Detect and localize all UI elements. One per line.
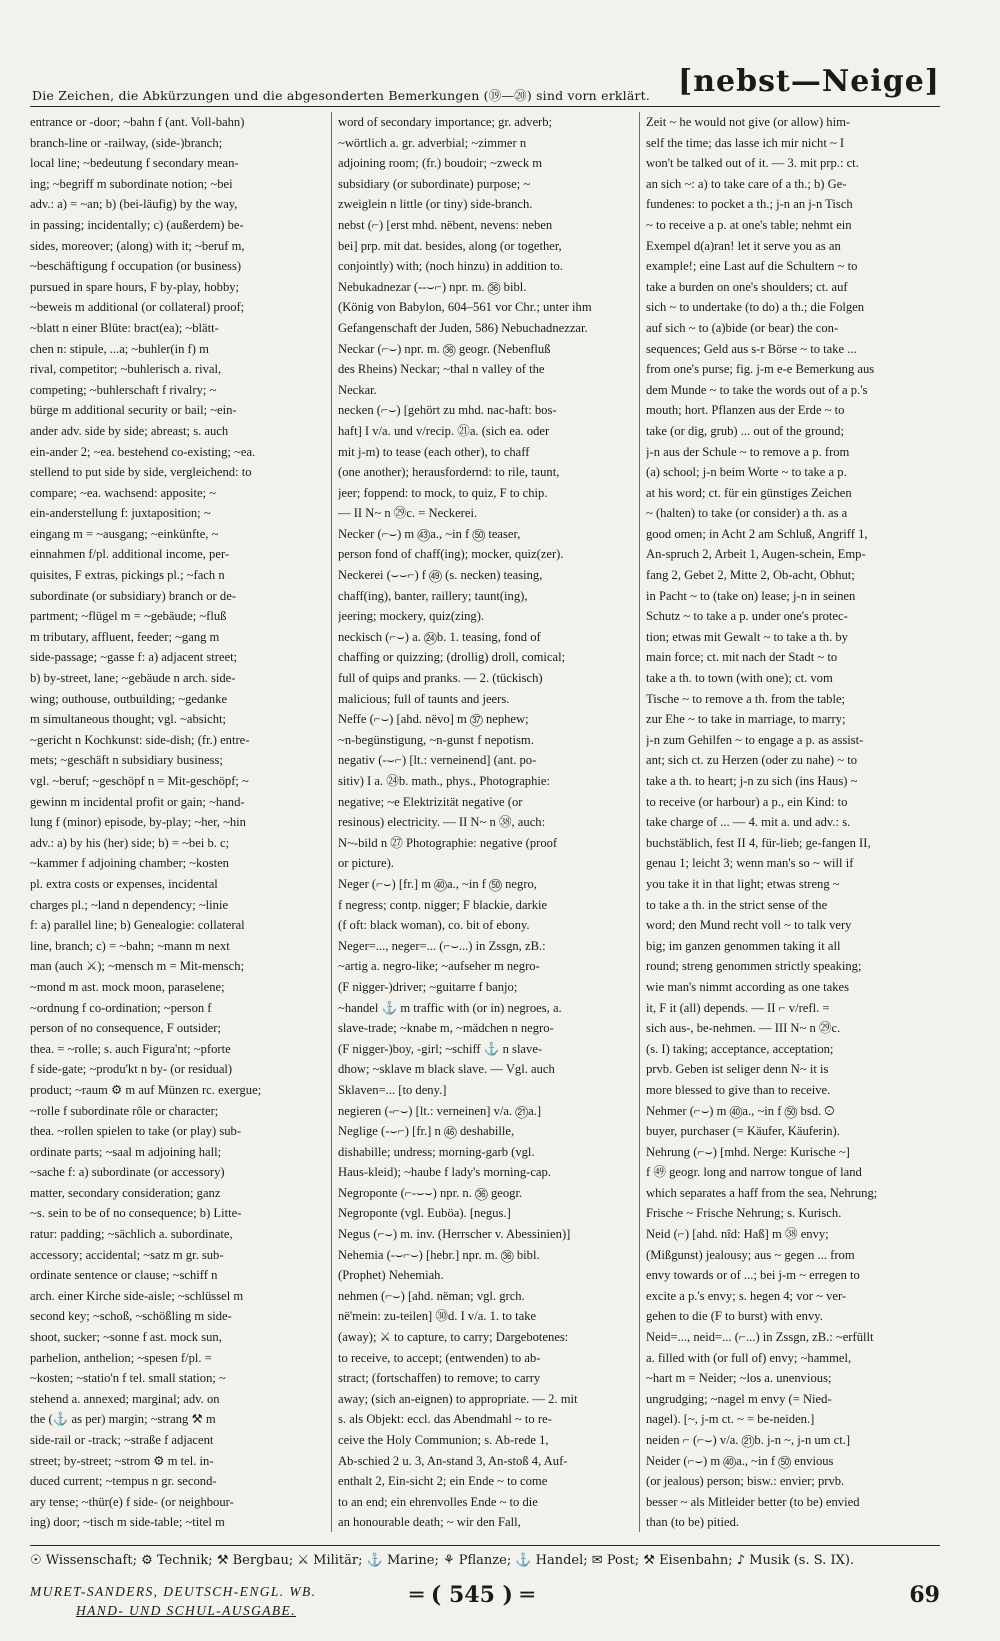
column-right	[646, 112, 940, 1532]
entry-line: buchstäblich, fest II 4, für-lieb; ge-fangen II,	[646, 835, 871, 850]
entry-line: ant; sich ct. zu Herzen (oder zu nahe) ~ to	[646, 753, 858, 768]
entry-line: Negroponte (vgl. Euböa). [negus.]	[338, 1206, 511, 1221]
entry-line: entrance or -door; ~bahn f (ant. Voll-bahn)	[30, 115, 245, 129]
entry-line: main force; ct. mit nach der Stadt ~ to	[646, 650, 838, 665]
entry-line: bürge m additional security or bail; ~ein-	[30, 403, 237, 418]
entry-line: fundenes: to pocket a th.; j-n an j-n Tisch	[646, 197, 853, 212]
entry-line: (s. I) taking; acceptance, acceptation;	[646, 1041, 834, 1056]
sheet-number: 69	[909, 1582, 940, 1608]
column-divider	[639, 112, 640, 1532]
entry-line: Neid=..., neid=... (⌐...) in Zssgn, zB.: ~erfüllt	[646, 1330, 874, 1345]
entry-line: word of secondary importance; gr. adverb;	[338, 115, 553, 129]
entry-line: envy towards or of ...; bei j-m ~ erregen to	[646, 1268, 860, 1283]
entry-line: (or jealous) person; bisw.: envier; prvb.	[646, 1474, 845, 1489]
entry-line: stehend a. annexed; marginal; adv. on	[30, 1391, 220, 1406]
imprint-subtitle: HAND- UND SCHUL-AUSGABE.	[76, 1603, 296, 1618]
entry-line: the (⚓ as per) margin; ~strang ⚒ m	[30, 1412, 216, 1427]
entry-line: rival, competitor; ~buhlerisch a. rival,	[30, 362, 222, 377]
entry-line: shoot, sucker; ~sonne f ast. mock sun,	[30, 1330, 222, 1345]
entry-line: Nebukadnezar (--⌣⌐) npr. m. ㊱ bibl.	[338, 279, 527, 294]
entry-line: Sklaven=... [to deny.]	[338, 1082, 447, 1097]
entry-line: good omen; in Acht 2 am Schluß, Angriff 1,	[646, 526, 868, 541]
entry-line: bei] prp. mit dat. besides, along (or together,	[338, 238, 562, 253]
entry-line: einnahmen f/pl. additional income, per-	[30, 547, 230, 562]
entry-line: (F nigger-)boy, -girl; ~schiff ⚓ n slave-	[338, 1041, 543, 1056]
entry-line: person of no consequence, F outsider;	[30, 1021, 221, 1036]
entry-line: thea. = ~rolle; s. auch Figura'nt; ~pforte	[30, 1041, 231, 1056]
entry-line: negative; ~e Elektrizität negative (or	[338, 794, 523, 809]
entry-line: gehen to die (F to burst) with envy.	[646, 1309, 823, 1324]
entry-line: — II N~ n ㉙c. = Neckerei.	[338, 506, 478, 521]
entry-line: an sich ~: a) to take care of a th.; b) Ge-	[646, 176, 847, 191]
entry-line: ungrudging; ~nagel m envy (= Nied-	[646, 1391, 832, 1406]
entry-line: subordinate (or subsidiary) branch or de-	[30, 588, 236, 603]
entry-line: Nehrung (⌐⌣) [mhd. Nerge: Kurische ~]	[646, 1144, 850, 1159]
entry-line: wing; outhouse, outbuilding; ~gedanke	[30, 691, 228, 706]
column-divider	[331, 112, 332, 1532]
entry-line: product; ~raum ⚙ m auf Münzen rc. exergue;	[30, 1082, 262, 1097]
entry-line: ein-ander 2; ~ea. bestehend co-existing; ~ea.	[30, 444, 256, 459]
entry-line: zur Ehe ~ to take in marriage, to marry;	[646, 712, 846, 727]
entry-line: ein-anderstellung f: juxtaposition; ~	[30, 506, 211, 521]
entry-line: ~sache f: a) subordinate (or accessory)	[30, 1165, 225, 1180]
entry-line: dishabille; undress; morning-garb (vgl.	[338, 1144, 535, 1159]
entry-line: f: a) parallel line; b) Genealogie: collateral	[30, 918, 245, 933]
entry-line: në'mein: zu-teilen] ㉚d. I v/a. 1. to take	[338, 1309, 537, 1324]
entry-line: quisites, F extras, pickings pl.; ~fach n	[30, 568, 225, 583]
entry-line: Neider (⌐⌣) m ㊵a., ~in f ㊿ envious	[646, 1453, 834, 1468]
entry-line: subsidiary (or subordinate) purpose; ~	[338, 176, 531, 191]
entry-line: wie man's nimmt according as one takes	[646, 979, 850, 994]
page-header	[30, 64, 940, 107]
entry-line: adv.: a) = ~an; b) (bei-läufig) by the way,	[30, 197, 238, 212]
entry-line: Zeit ~ he would not give (or allow) him-	[646, 115, 851, 129]
entry-line: an honourable death; ~ wir den Fall,	[338, 1515, 521, 1530]
column-left	[30, 112, 324, 1532]
entry-line: line, branch; c) = ~bahn; ~mann m next	[30, 938, 230, 953]
entry-line: to take a th. in the strict sense of the	[646, 897, 828, 912]
entry-line: Neffe (⌐⌣) [ahd. nëvo] m ㊲ nephew;	[338, 712, 529, 727]
entry-line: ander adv. side by side; abreast; s. auch	[30, 423, 229, 438]
entry-line: ~kammer f adjoining chamber; ~kosten	[30, 856, 229, 871]
entry-line: ~artig a. negro-like; ~aufseher m negro-	[338, 959, 540, 974]
entry-line: N~-bild n ㉗ Photographie: negative (proof	[338, 835, 558, 850]
entry-line: (Mißgunst) jealousy; aus ~ gegen ... from	[646, 1247, 855, 1262]
entry-line: sich aus-, be-nehmen. — III N~ n ㉙c.	[646, 1021, 841, 1036]
entry-line: adjoining room; (fr.) boudoir; ~zweck m	[338, 156, 543, 171]
entry-line: Tische ~ to remove a th. from the table;	[646, 691, 846, 706]
page-number: ═ ( 545 ) ═	[410, 1582, 534, 1608]
entry-line: than (to be) pitied.	[646, 1515, 740, 1530]
entry-line: Ab-schied 2 u. 3, An-stand 3, An-stoß 4, Auf-	[338, 1453, 568, 1468]
entry-line: Neger=..., neger=... (⌐⌣...) in Zssgn, zB.:	[338, 938, 546, 953]
entry-line: take a th. to town (with one); ct. vom	[646, 671, 833, 686]
entry-line: side-passage; ~gasse f: a) adjacent street;	[30, 650, 238, 665]
entry-line: ary tense; ~thür(e) f side- (or neighbour-	[30, 1494, 234, 1509]
entry-line: take (or dig, grub) ... out of the ground;	[646, 423, 844, 438]
entry-line: ~s. sein to be of no consequence; b) Litte-	[30, 1206, 242, 1221]
entry-line: ceive the Holy Communion; s. Ab-rede 1,	[338, 1433, 549, 1447]
entry-line: dhow; ~sklave m black slave. — Vgl. auch	[338, 1062, 555, 1077]
entry-line: ratur: padding; ~sächlich a. subordinate,	[30, 1227, 233, 1242]
symbol-legend: ☉ Wissenschaft; ⚙ Technik; ⚒ Bergbau; ⚔ Militär; ⚓ Marine; ⚘ Pflanze; ⚓ Handel; ✉ Post; ⚒ Eisenbahn; ♪ Musik (s. S. IX).	[30, 1545, 940, 1576]
entry-line: compare; ~ea. wachsend: apposite; ~	[30, 485, 217, 500]
entry-line: stract; (fortschaffen) to remove; to carry	[338, 1371, 541, 1386]
entry-line: negativ (-⌣⌐) [lt.: verneinend] (ant. po-	[338, 753, 537, 768]
entry-line: street; by-street; ~strom ⚙ m tel. in-	[30, 1453, 214, 1468]
entry-line: An-spruch 2, Arbeit 1, Augen-schein, Emp-	[646, 547, 866, 562]
entry-line: prvb. Geben ist seliger denn N~ it is	[646, 1062, 829, 1077]
entry-line: Exempel d(a)ran! let it serve you as an	[646, 238, 841, 253]
entry-line: b) by-street, lane; ~gebäude n arch. side-	[30, 671, 236, 686]
entry-line: ~wörtlich a. gr. adverbial; ~zimmer n	[338, 135, 527, 150]
entry-line: Frische ~ Frische Nehrung; s. Kurisch.	[646, 1206, 842, 1221]
entry-line: take charge of ... — 4. mit a. und adv.: s.	[646, 815, 851, 830]
entry-line: malicious; full of taunts and jeers.	[338, 691, 510, 706]
entry-line: accessory; accidental; ~satz m gr. sub-	[30, 1247, 224, 1262]
entry-line: nebst (⌐) [erst mhd. nëbent, nevens: neben	[338, 217, 553, 232]
entry-line: ~beschäftigung f occupation (or business)	[30, 259, 242, 274]
entry-line: resinous) electricity. — II N~ n ㊳, auch:	[338, 815, 546, 830]
entry-line: Schutz ~ to take a p. under one's protec-	[646, 609, 848, 624]
entry-line: (a) school; j-n beim Worte ~ to take a p.	[646, 465, 847, 480]
entry-line: sich ~ to undertake (to do) a th.; die Folgen	[646, 300, 865, 315]
entry-line: Neckar.	[338, 382, 377, 397]
entry-line: local line; ~bedeutung f secondary mean-	[30, 156, 239, 171]
imprint	[30, 1582, 316, 1620]
entry-line: pursued in spare hours, F by-play, hobby;	[30, 279, 240, 294]
entry-line: ordinate parts; ~saal m adjoining hall;	[30, 1144, 222, 1159]
entry-line: mit j-m) to tease (each other), to chaff	[338, 444, 530, 459]
entry-line: j-n zum Gehilfen ~ to engage a p. as assist-	[646, 732, 864, 747]
entry-line: self the time; das lasse ich mir nicht ~ I	[646, 135, 845, 150]
entry-line: ~n-begünstigung, ~n-gunst f nepotism.	[338, 732, 534, 747]
entry-line: ~rolle f subordinate rôle or character;	[30, 1103, 219, 1118]
entry-line: neckisch (⌐⌣) a. ㉔b. 1. teasing, fond of	[338, 629, 541, 644]
entry-line: matter, secondary consideration; ganz	[30, 1185, 221, 1200]
entry-line: you take it in that light; etwas streng ~	[646, 876, 840, 891]
entry-line: in passing; incidentally; c) (außerdem) be-	[30, 217, 244, 232]
entry-line: slave-trade; ~knabe m, ~mädchen n negro-	[338, 1021, 554, 1036]
entry-line: ing; ~begriff m subordinate notion; ~bei	[30, 176, 233, 191]
entry-line: jeer; foppend: to mock, to quiz, F to chip.	[338, 485, 548, 500]
entry-line: it, F it (all) depends. — II ⌐ v/refl. =	[646, 1000, 830, 1015]
entry-line: sequences; Geld aus s-r Börse ~ to take ...	[646, 341, 857, 356]
entry-line: to an end; ein ehrenvolles Ende ~ to die	[338, 1494, 538, 1509]
entry-line: mets; ~geschäft n subsidiary business;	[30, 753, 223, 768]
entry-line: haft] I v/a. und v/recip. ㉑a. (sich ea. oder	[338, 423, 550, 438]
entry-line: Haus-kleid); ~haube f lady's morning-cap.	[338, 1165, 551, 1180]
entry-line: Neckar (⌐⌣) npr. m. ㊱ geogr. (Nebenfluß	[338, 341, 551, 356]
entry-line: gewinn m incidental profit or gain; ~hand-	[30, 794, 245, 809]
entry-line: des Rheins) Neckar; ~thal n valley of the	[338, 362, 545, 377]
entry-line: Neglige (-⌣⌐) [fr.] n ㊻ deshabille,	[338, 1124, 515, 1139]
entry-line: ~blatt n einer Blüte: bract(ea); ~blätt-	[30, 320, 219, 335]
entry-line: ~beweis m additional (or collateral) proof;	[30, 300, 245, 315]
entry-line: (one another); herausfordernd: to rile, taunt,	[338, 465, 560, 480]
entry-line: ordinate sentence or clause; ~schiff n	[30, 1268, 218, 1283]
entry-line: arch. einer Kirche side-aisle; ~schlüssel m	[30, 1288, 244, 1303]
entry-line: charges pl.; ~land n dependency; ~linie	[30, 897, 229, 912]
entry-line: ~gericht n Kochkunst: side-dish; (fr.) entre-	[30, 732, 250, 747]
entry-line: side-rail or -track; ~straße f adjacent	[30, 1433, 214, 1447]
entry-line: Gefangenschaft der Juden, 586) Nebuchadnezzar.	[338, 320, 588, 335]
entry-line: word; den Mund recht voll ~ to talk very	[646, 918, 852, 933]
entry-line: chaffing or quizzing; (drollig) droll, comical;	[338, 650, 566, 665]
entry-line: Nehmer (⌐⌣) m ㊵a., ~in f ㊿ bsd. ☉	[646, 1103, 835, 1118]
entry-line: competing; ~buhlerschaft f rivalry; ~	[30, 382, 217, 397]
entry-line: vgl. ~beruf; ~geschöpf n = Mit-geschöpf; ~	[30, 774, 249, 788]
entry-line: ~kosten; ~statio'n f tel. small station; ~	[30, 1371, 226, 1386]
entry-line: stellend to put side by side, vergleichend: to	[30, 465, 252, 480]
entry-line: Negus (⌐⌣) m. inv. (Herrscher v. Abessinien)]	[338, 1227, 571, 1242]
entry-line: ing) door; ~tisch m side-table; ~titel m	[30, 1515, 225, 1530]
entry-line: (f oft: black woman), co. bit of ebony.	[338, 918, 530, 933]
entry-line: at his word; ct. für ein günstiges Zeichen	[646, 485, 852, 500]
entry-line: which separates a haff from the sea, Nehrung;	[646, 1185, 878, 1200]
entry-line: m simultaneous thought; vgl. ~absicht;	[30, 712, 227, 727]
entry-line: jeering; mockery, quiz(zing).	[338, 609, 485, 624]
entry-line: a. filled with (or full of) envy; ~hammel,	[646, 1350, 852, 1365]
entry-line: take a th. to heart; j-n zu sich (ins Haus) ~	[646, 774, 858, 788]
entry-line: chen n: stipule, ...a; ~buhler(in f) m	[30, 341, 209, 356]
entry-line: from one's purse; fig. j-m e-e Bemerkung aus	[646, 362, 875, 377]
entry-line: Nehemia (-⌣⌐⌣) [hebr.] npr. m. ㊱ bibl.	[338, 1247, 540, 1262]
entry-line: ~ordnung f co-ordination; ~person f	[30, 1000, 212, 1015]
entry-line: parhelion, anthelion; ~spesen f/pl. =	[30, 1350, 212, 1365]
entry-line: enthalt 2, Ein-sicht 2; ein Ende ~ to come	[338, 1474, 548, 1489]
entry-line: conjointly) with; (noch hinzu) in addition to.	[338, 259, 563, 274]
entry-line: zweiglein n little (or tiny) side-branch.	[338, 197, 533, 212]
entry-line: j-n aus der Schule ~ to remove a p. from	[646, 444, 850, 459]
entry-line: second key; ~schoß, ~schößling m side-	[30, 1309, 232, 1324]
entry-line: m tributary, affluent, feeder; ~gang m	[30, 629, 220, 644]
entry-line: (Prophet) Nehemiah.	[338, 1268, 444, 1283]
entry-line: ~ (halten) to take (or consider) a th. as a	[646, 506, 848, 521]
entry-line: away; (sich an-eignen) to appropriate. — 2. mit	[338, 1391, 578, 1406]
entry-line: ~ to receive a p. at one's table; nehmt ein	[646, 217, 852, 232]
entry-line: round; streng genommen strictly speaking;	[646, 959, 862, 974]
entry-line: buyer, purchaser (= Käufer, Käuferin).	[646, 1124, 840, 1139]
entry-line: (F nigger-)driver; ~guitarre f banjo;	[338, 979, 518, 994]
entry-line: Neid (⌐) [ahd. nîd: Haß] m ㊳ envy;	[646, 1227, 829, 1242]
entry-line: sitiv) I a. ㉔b. math., phys., Photographie:	[338, 774, 550, 788]
entry-line: Neckerei (⌣⌣⌐) f ㊾ (s. necken) teasing,	[338, 568, 543, 583]
header-note: Die Zeichen, die Abkürzungen und die abgesonderten Bemerkungen (⑲—⑳) sind vorn erklärt.	[32, 88, 651, 103]
entry-line: Neger (⌐⌣) [fr.] m ㊵a., ~in f ㊿ negro,	[338, 876, 537, 891]
entry-line: negieren (-⌐⌣) [lt.: verneinen] v/a. ㉑a.]	[338, 1103, 542, 1118]
entry-line: Negroponte (⌐-⌣⌣) npr. n. ㊱ geogr.	[338, 1185, 523, 1200]
entry-line: or picture).	[338, 856, 394, 871]
entry-line: ~handel ⚓ m traffic with (or in) negroes, a.	[338, 1000, 562, 1015]
entry-line: example!; eine Last auf die Schultern ~ to	[646, 259, 858, 274]
entry-line: nehmen (⌐⌣) [ahd. nëman; vgl. grch.	[338, 1288, 525, 1303]
entry-line: f side-gate; ~produ'kt n by- (or residual)	[30, 1062, 233, 1077]
entry-line: (away); ⚔ to capture, to carry; Dargebotenes:	[338, 1330, 569, 1345]
imprint-title: MURET-SANDERS, DEUTSCH-ENGL. WB.	[30, 1584, 317, 1599]
text-columns	[30, 112, 940, 1532]
entry-line: in Pacht ~ to (take on) lease; j-n in seinen	[646, 588, 856, 603]
entry-line: to receive (or harbour) a p., ein Kind: to	[646, 794, 848, 809]
entry-line: chaff(ing), banter, raillery; taunt(ing),	[338, 588, 528, 603]
entry-line: ~hart m = Neider; ~los a. unenvious;	[646, 1371, 832, 1386]
entry-line: excite a p.'s envy; s. hegen 4; vor ~ ver-	[646, 1288, 847, 1303]
entry-line: Necker (⌐⌣) m ㊸a., ~in f ㊿ teaser,	[338, 526, 521, 541]
entry-line: f negress; contp. nigger; F blackie, darkie	[338, 897, 548, 912]
entry-line: mouth; hort. Pflanzen aus der Erde ~ to	[646, 403, 845, 418]
entry-line: f ㊾ geogr. long and narrow tongue of land	[646, 1165, 862, 1180]
entry-line: besser ~ als Mitleider better (to be) envied	[646, 1494, 860, 1509]
entry-line: won't be talked out of it. — 3. mit prp.: ct.	[646, 156, 859, 171]
entry-line: more blessed to give than to receive.	[646, 1082, 831, 1097]
entry-line: eingang m = ~ausgang; ~einkünfte, ~	[30, 526, 219, 541]
entry-line: (König von Babylon, 604–561 vor Chr.; unter ihm	[338, 300, 592, 315]
entry-line: tion; etwas mit Gewalt ~ to take a th. by	[646, 629, 848, 644]
entry-line: pl. extra costs or expenses, incidental	[30, 876, 218, 891]
entry-line: neiden ⌐ (⌐⌣) v/a. ㉑b. j-n ~, j-n um ct.]	[646, 1433, 851, 1447]
entry-line: thea. ~rollen spielen to take (or play) sub-	[30, 1124, 242, 1139]
entry-line: full of quips and pranks. — 2. (tückisch)	[338, 671, 543, 686]
entry-line: big; im ganzen genommen taking it all	[646, 938, 841, 953]
entry-line: necken (⌐⌣) [gehört zu mhd. nac-haft: bos-	[338, 403, 557, 418]
entry-line: fang 2, Gebet 2, Mitte 2, Ob-acht, Obhut;	[646, 568, 855, 583]
entry-line: sides, moreover; (along) with it; ~beruf m,	[30, 238, 245, 253]
entry-line: dem Munde ~ to take the words out of a p.'s	[646, 382, 868, 397]
entry-line: to receive, to accept; (entwenden) to ab-	[338, 1350, 541, 1365]
entry-line: nagel). [~, j-m ct. ~ = be-neiden.]	[646, 1412, 815, 1427]
entry-line: man (auch ⚔); ~mensch m = Mit-mensch;	[30, 959, 245, 974]
entry-line: lung f (minor) episode, by-play; ~her, ~hin	[30, 815, 246, 830]
column-middle	[338, 112, 632, 1532]
entry-line: auf sich ~ to (a)bide (or bear) the con-	[646, 320, 839, 335]
guide-words: [nebst—Neige]	[678, 64, 940, 99]
entry-line: s. als Objekt: eccl. das Abendmahl ~ to re-	[338, 1412, 552, 1427]
entry-line: take a burden on one's shoulders; ct. auf	[646, 279, 848, 294]
entry-line: duced current; ~tempus n gr. second-	[30, 1474, 217, 1489]
entry-line: partment; ~flügel m = ~gebäude; ~fluß	[30, 609, 227, 624]
entry-line: adv.: a) by his (her) side; b) = ~bei b. c;	[30, 835, 230, 850]
entry-line: branch-line or -railway, (side-)branch;	[30, 135, 223, 150]
entry-line: person fond of chaff(ing); mocker, quiz(zer).	[338, 547, 564, 562]
entry-line: genau 1; leicht 3; wenn man's so ~ will if	[646, 856, 854, 871]
entry-line: ~mond m ast. mock moon, paraselene;	[30, 979, 225, 994]
